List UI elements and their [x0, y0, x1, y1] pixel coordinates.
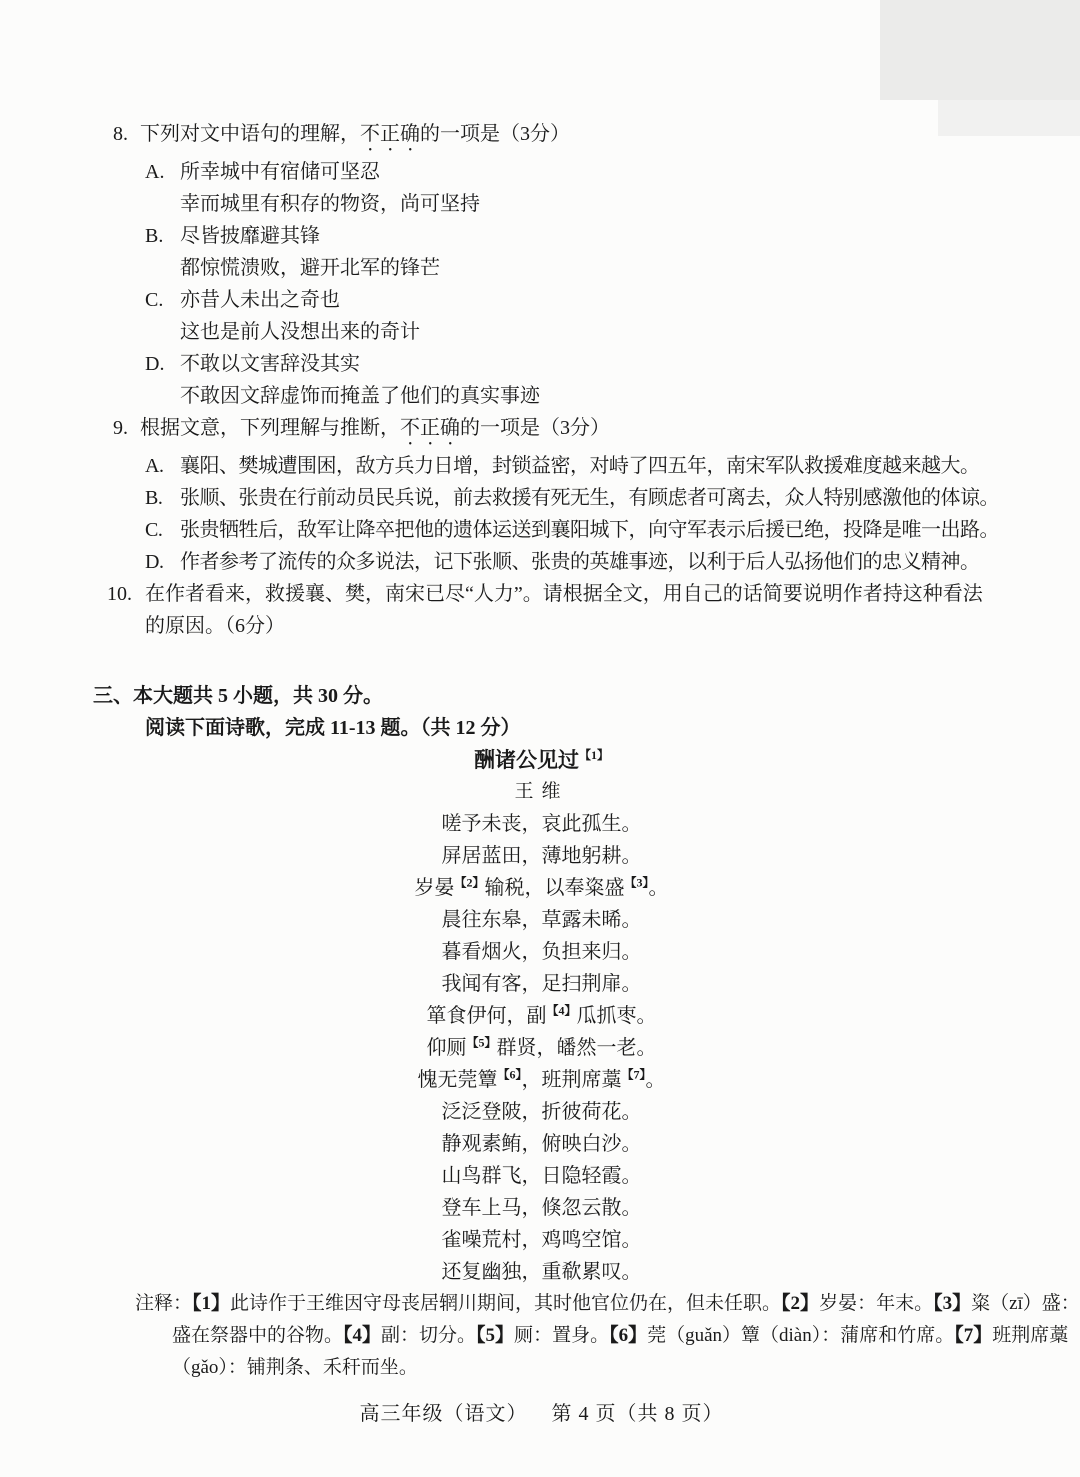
- footer-grade-subject: 高三年级（语文）: [359, 1403, 528, 1425]
- note-ref: 【5】: [466, 1035, 497, 1050]
- q8-option-c: [145, 284, 990, 348]
- q8-option-a: [145, 156, 990, 220]
- q9-option-b-label: B.: [145, 487, 163, 509]
- q9-option-a-label: A.: [145, 455, 164, 477]
- q8-option-a-quote: 所幸城中有宿储可坚忍: [180, 161, 380, 183]
- poem-line-11: 静观素鲔，俯映白沙。: [441, 1133, 642, 1155]
- q8-option-d-label: D.: [145, 353, 165, 375]
- poem-author: 王维: [514, 781, 569, 802]
- q9-options: [145, 450, 999, 578]
- q8-option-a-gloss: 幸而城里有积存的物资，尚可坚持: [180, 193, 480, 215]
- poem-line-2: 屏居蓝田，薄地躬耕。: [441, 845, 642, 867]
- q8-option-b: [145, 220, 990, 284]
- q8-option-b-quote: 尽皆披靡避其锋: [180, 225, 320, 247]
- poem-line-5: 暮看烟火，负担来归。: [441, 941, 642, 963]
- q8-option-b-label: B.: [145, 225, 164, 247]
- notes-label: 注释：: [135, 1293, 193, 1314]
- note-line-3: （gǎo）：铺荆条、禾秆而坐。: [172, 1357, 418, 1378]
- poem-line-9: 愧无莞簟$^{【6】}$，班荆席藁$^{【7】}$。: [417, 1067, 666, 1091]
- note-ref: 【3】: [933, 1293, 972, 1314]
- section-3-header: 三、本大题共 5 小题，共 30 分。: [93, 685, 383, 707]
- q8-options: [145, 156, 990, 412]
- note-line-1: 注释：【1】此诗作于王维因守母丧居辋川期间，其时他官位仍在，但未任职。【2】岁晏：年末。【3】粢（zī）盛：: [135, 1293, 1080, 1314]
- q9-stem-emphasis: 不正确: [400, 417, 460, 439]
- poem-title: 酬诸公见过$^{【1】}$: [473, 748, 609, 772]
- poem-line-1: 嗟予未丧，哀此孤生。: [441, 813, 642, 835]
- question-10: [107, 578, 990, 642]
- note-ref: 【3】: [624, 875, 649, 890]
- q8-option-d: [145, 348, 990, 412]
- poem-line-14: 雀噪荒村，鸡鸣空馆。: [441, 1229, 642, 1251]
- q8-stem: [113, 118, 990, 156]
- q8-option-c-quote: 亦昔人未出之奇也: [180, 289, 340, 311]
- q8-option-c-gloss: 这也是前人没想出来的奇计: [180, 321, 420, 343]
- q10-text: 在作者看来，救援襄、樊，南宋已尽“人力”。请根据全文，用自己的话简要说明作者持这种看法的原因。（6分）: [145, 583, 983, 637]
- q9-option-a: [145, 450, 990, 482]
- poem-line-6: 我闻有客，足扫荆扉。: [441, 973, 642, 995]
- poem-lines: [93, 808, 990, 1288]
- poem-line-15: 还复幽独，重欷累叹。: [441, 1261, 642, 1283]
- notes: [135, 1288, 1080, 1384]
- q9-option-d-label: D.: [145, 551, 164, 573]
- q9-stem-post: 的一项是（3分）: [460, 417, 610, 439]
- note-ref: 【1】: [192, 1293, 231, 1314]
- q9-stem-pre: 根据文意，下列理解与推断，: [140, 417, 400, 439]
- poem-line-13: 登车上马，倏忽云散。: [441, 1197, 642, 1219]
- q8-option-b-quote-line: [145, 220, 990, 252]
- q8-stem-emphasis: 不正确: [360, 123, 420, 145]
- q9-option-a-text: 襄阳、樊城遭围困，敌方兵力日增，封锁益密，对峙了四五年，南宋军队救援难度越来越大。: [180, 455, 980, 477]
- note-ref: 【7】: [621, 1067, 646, 1082]
- note-ref: 【1】: [578, 748, 609, 762]
- poem-line-10: 泛泛登陂，折彼荷花。: [441, 1101, 642, 1123]
- note-ref: 【6】: [609, 1325, 648, 1346]
- q8-option-d-quote-line: [145, 348, 990, 380]
- note-ref: 【4】: [343, 1325, 382, 1346]
- question-8: [113, 118, 990, 412]
- question-9: [113, 412, 999, 578]
- q9-option-d-text: 作者参考了流传的众多说法，记下张顺、张贵的英雄事迹，以利于后人弘扬他们的忠义精神。: [180, 551, 980, 573]
- q9-option-b: [145, 482, 999, 514]
- q10-number: 10.: [107, 583, 132, 605]
- q9-option-d: [145, 546, 990, 578]
- note-ref: 【7】: [954, 1325, 993, 1346]
- q9-option-c-text: 张贵牺牲后，敌军让降卒把他的遗体运送到襄阳城下，向守军表示后援已绝，投降是唯一出路。: [180, 519, 999, 541]
- note-ref: 【2】: [781, 1293, 820, 1314]
- q9-option-c-label: C.: [145, 519, 163, 541]
- q9-option-c: [145, 514, 999, 546]
- note-ref: 【5】: [476, 1325, 515, 1346]
- q8-option-c-quote-line: [145, 284, 990, 316]
- q8-option-d-gloss: 不敢因文辞虚饰而掩盖了他们的真实事迹: [180, 385, 540, 407]
- note-line-2: 盛在祭器中的谷物。【4】副：切分。【5】厕：置身。【6】莞（guǎn）簟（diàn）：蒲席和竹席。【7】班荆席藁: [172, 1325, 1069, 1346]
- q9-stem: [113, 412, 990, 450]
- note-ref: 【2】: [454, 875, 485, 890]
- note-ref: 【4】: [546, 1003, 577, 1018]
- poem: [93, 744, 990, 1288]
- poem-line-3: 岁晏$^{【2】}$输税，以奉粢盛$^{【3】}$。: [414, 875, 669, 899]
- q8-option-a-label: A.: [145, 161, 165, 183]
- q9-option-b-text: 张顺、张贵在行前动员民兵说，前去救援有死无生，有顾虑者可离去，众人特别感激他的体谅。: [180, 487, 999, 509]
- q8-number: 8.: [113, 123, 128, 145]
- footer-page-number: 第 4 页（共 8 页）: [551, 1403, 724, 1425]
- poem-line-12: 山鸟群飞，日隐轻霞。: [441, 1165, 642, 1187]
- q8-option-a-quote-line: [145, 156, 990, 188]
- q8-option-d-quote: 不敢以文害辞没其实: [180, 353, 360, 375]
- q8-stem-post: 的一项是（3分）: [420, 123, 570, 145]
- page-footer: [93, 1398, 990, 1430]
- q8-option-c-label: C.: [145, 289, 164, 311]
- poem-line-8: 仰厕$^{【5】}$群贤，皤然一老。: [426, 1035, 657, 1059]
- poem-line-4: 晨往东皋，草露未晞。: [441, 909, 642, 931]
- section-3-instruction: 阅读下面诗歌，完成 11-13 题。（共 12 分）: [145, 717, 521, 739]
- q8-option-b-gloss: 都惊慌溃败，避开北军的锋芒: [180, 257, 440, 279]
- q9-number: 9.: [113, 417, 128, 439]
- note-ref: 【6】: [497, 1067, 522, 1082]
- q8-stem-pre: 下列对文中语句的理解，: [140, 123, 360, 145]
- poem-line-7: 箪食伊何，副$^{【4】}$瓜抓枣。: [426, 1003, 657, 1027]
